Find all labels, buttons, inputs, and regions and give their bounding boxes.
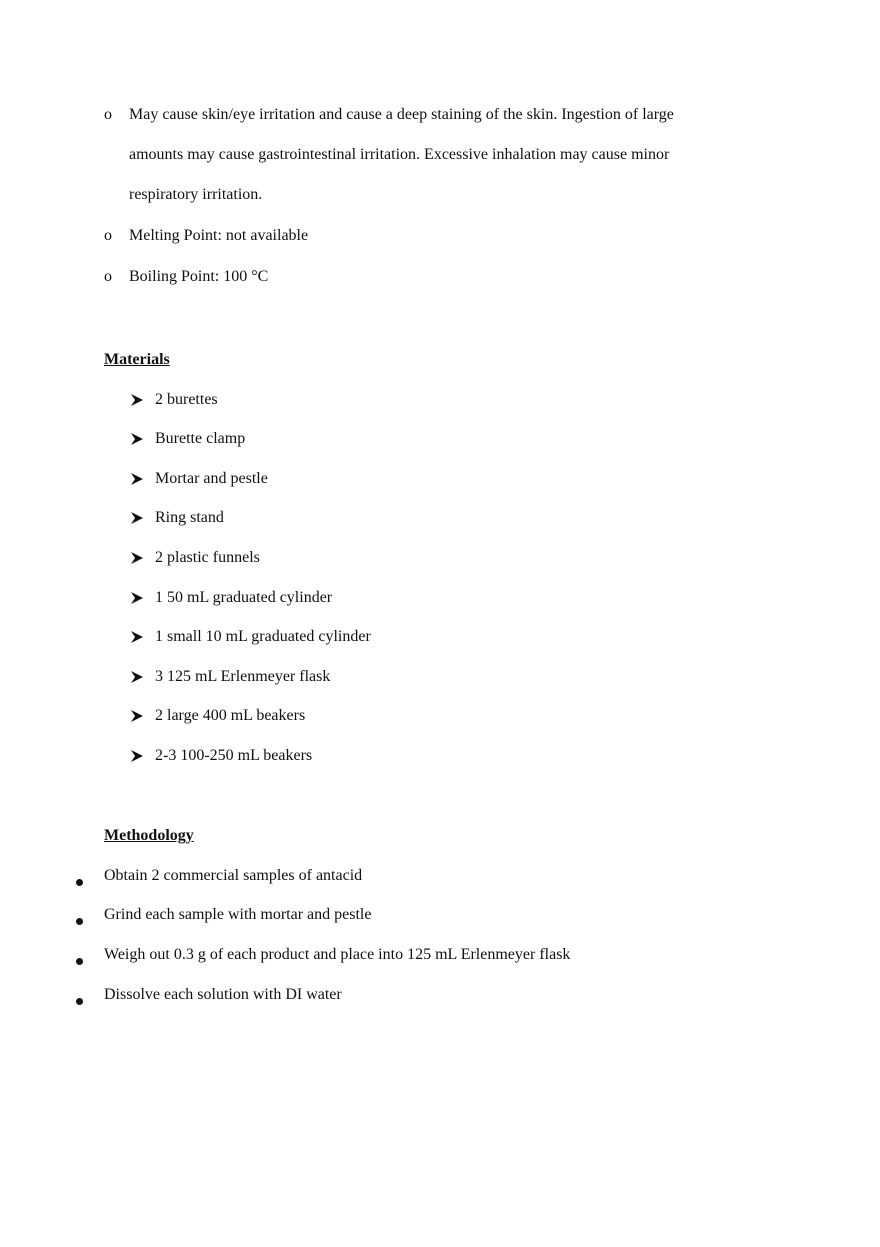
- bullet-dot-icon: [76, 991, 83, 1011]
- material-item: 2 plastic funnels: [155, 549, 260, 566]
- material-item: 2-3 100-250 mL beakers: [155, 747, 313, 764]
- materials-heading: Materials: [104, 351, 170, 368]
- arrow-bullet-icon: [130, 511, 144, 531]
- bullet-dot-icon: [76, 951, 83, 971]
- arrow-bullet-icon: [130, 393, 144, 413]
- methodology-step-text: Grind each sample with mortar and pestle: [104, 906, 372, 923]
- arrow-bullet-icon: [130, 472, 144, 492]
- hazard-bullet-2: o: [104, 227, 112, 244]
- arrow-bullet-icon: [130, 749, 144, 769]
- arrow-bullet-icon: [130, 630, 144, 650]
- arrow-bullet-icon: [130, 432, 144, 452]
- arrow-bullet-icon: [130, 591, 144, 611]
- arrow-bullet-icon: [130, 709, 144, 729]
- hazard-bullet-1: o: [104, 106, 112, 123]
- bullet-dot-icon: [76, 872, 83, 892]
- material-item: 3 125 mL Erlenmeyer flask: [155, 668, 331, 685]
- methodology-heading: Methodology: [104, 827, 194, 844]
- material-item: 1 50 mL graduated cylinder: [155, 589, 333, 606]
- bullet-dot-icon: [76, 911, 83, 931]
- material-item: Mortar and pestle: [155, 470, 268, 487]
- material-item: Ring stand: [155, 509, 224, 526]
- methodology-step-text: Obtain 2 commercial samples of antacid: [104, 867, 363, 884]
- methodology-step-text: Weigh out 0.3 g of each product and place into 125 mL Erlenmeyer flask: [104, 946, 571, 963]
- boiling-point: Boiling Point: 100 °C: [129, 268, 269, 285]
- material-item: 1 small 10 mL graduated cylinder: [155, 628, 371, 645]
- hazard-text-line-2: amounts may cause gastrointestinal irritation. Excessive inhalation may cause minor: [129, 146, 670, 163]
- hazard-text-line-1: May cause skin/eye irritation and cause a deep staining of the skin. Ingestion of large: [129, 106, 674, 123]
- arrow-bullet-icon: [130, 670, 144, 690]
- melting-point: Melting Point: not available: [129, 227, 309, 244]
- material-item: Burette clamp: [155, 430, 246, 447]
- material-item: 2 burettes: [155, 391, 218, 408]
- hazard-text-line-3: respiratory irritation.: [129, 186, 263, 203]
- material-item: 2 large 400 mL beakers: [155, 707, 306, 724]
- methodology-step-text: Dissolve each solution with DI water: [104, 986, 342, 1003]
- hazard-bullet-3: o: [104, 268, 112, 285]
- arrow-bullet-icon: [130, 551, 144, 571]
